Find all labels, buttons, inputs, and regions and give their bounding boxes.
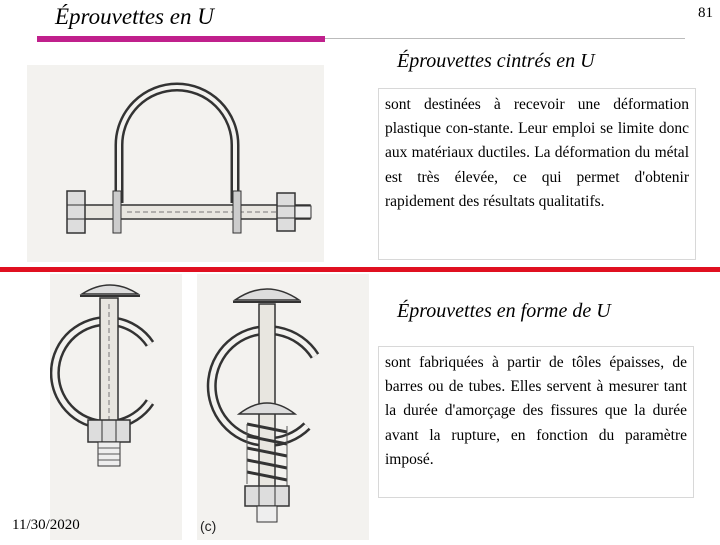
c-ring-specimen-figure bbox=[50, 274, 182, 540]
title-underline bbox=[37, 36, 325, 42]
u-bend-specimen-figure bbox=[27, 65, 324, 262]
page-number: 81 bbox=[698, 5, 713, 21]
u-bend-specimen-drawing bbox=[27, 65, 324, 262]
figure-label-c: (c) bbox=[200, 518, 217, 534]
title-underline-thin bbox=[325, 38, 685, 39]
slide-title: Éprouvettes en U bbox=[55, 4, 214, 29]
section-body-u-shape: sont fabriquées à partir de tôles épaisses, de barres ou de tubes. Elles servent à mesurer tant la durée d'amorçage des fissures que la durée avant la rupture, en fonction du paramètre imposé. bbox=[378, 346, 694, 498]
section-heading-u-bend: Éprouvettes cintrés en U bbox=[397, 50, 595, 72]
c-ring-spring-specimen-drawing bbox=[197, 274, 369, 540]
footer-date: 11/30/2020 bbox=[12, 517, 80, 533]
c-ring-specimen-drawing bbox=[50, 274, 182, 540]
section-heading-u-shape: Éprouvettes en forme de U bbox=[397, 300, 611, 322]
section-body-u-bend: sont destinées à recevoir une déformation plastique con-stante. Leur emploi se limite donc aux matériaux ductiles. La déformation du métal est très élevée, ce qui permet d'obtenir rapidement des résultats qualitatifs. bbox=[378, 88, 696, 260]
c-ring-spring-specimen-figure bbox=[197, 274, 369, 540]
section-divider bbox=[0, 267, 720, 272]
